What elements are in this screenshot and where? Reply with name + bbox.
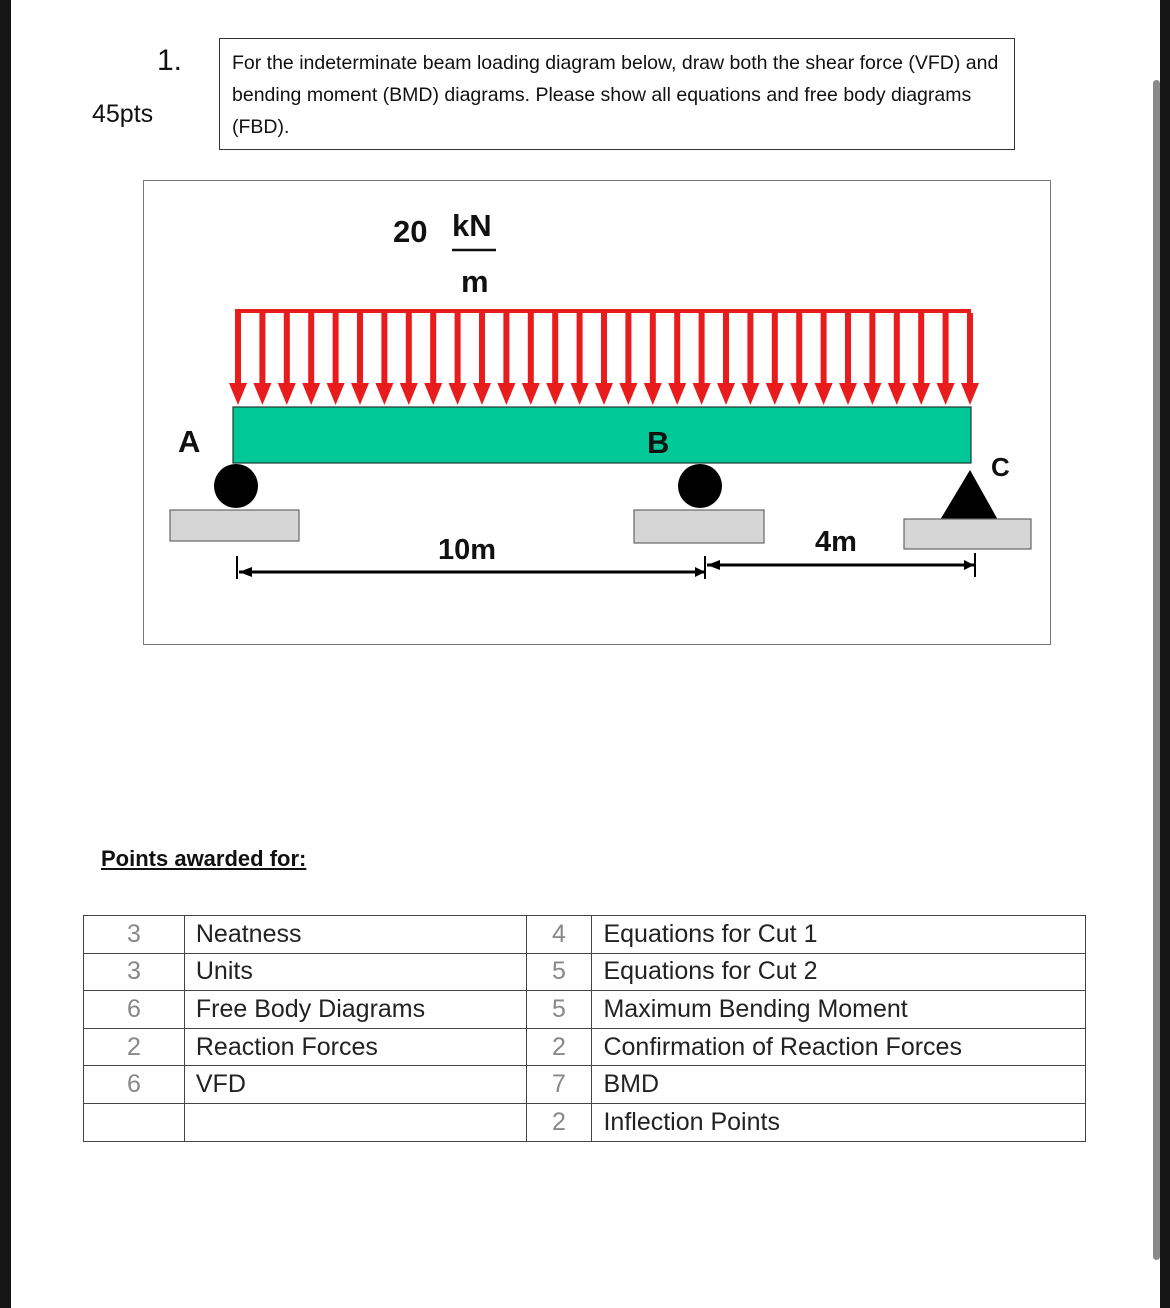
load-arrow-head <box>717 383 735 405</box>
load-arrow-shaft <box>943 313 949 384</box>
right-points-cell: 2 <box>526 1103 592 1141</box>
left-points-cell: 3 <box>84 916 185 954</box>
table-row <box>84 916 1086 954</box>
load-arrow-shaft <box>308 313 314 384</box>
support-base-c <box>904 519 1031 549</box>
roller-support-a <box>214 464 258 508</box>
left-window-edge <box>0 0 11 1308</box>
left-points-cell: 2 <box>84 1028 185 1066</box>
load-arrow-shaft <box>869 313 875 384</box>
load-arrow-head <box>668 383 686 405</box>
load-arrow-head <box>741 383 759 405</box>
load-arrow-shaft <box>455 313 461 384</box>
load-arrow-head <box>571 383 589 405</box>
left-points-cell <box>84 1103 185 1141</box>
point-a-label: A <box>178 424 201 459</box>
load-arrow-head <box>375 383 393 405</box>
load-arrow-head <box>863 383 881 405</box>
load-arrow-head <box>229 383 247 405</box>
load-arrow-shaft <box>796 313 802 384</box>
criteria-table <box>83 915 1086 1142</box>
load-arrow-shaft <box>357 313 363 384</box>
load-arrow-shaft <box>967 313 973 384</box>
load-arrow-shaft <box>650 313 656 384</box>
right-points-cell: 5 <box>526 991 592 1029</box>
load-arrow-head <box>302 383 320 405</box>
load-arrow-shaft <box>503 313 509 384</box>
beam <box>233 407 971 463</box>
scrollbar-thumb[interactable] <box>1153 80 1160 1260</box>
load-arrow-head <box>546 383 564 405</box>
beam-loading-diagram <box>143 180 1051 645</box>
right-criterion-cell: Inflection Points <box>592 1103 1086 1141</box>
load-arrow-head <box>351 383 369 405</box>
load-arrow-head <box>619 383 637 405</box>
table-row <box>84 1028 1086 1066</box>
load-arrow-head <box>400 383 418 405</box>
right-points-cell: 5 <box>526 953 592 991</box>
right-criterion-cell: Equations for Cut 1 <box>592 916 1086 954</box>
load-arrow-shaft <box>821 313 827 384</box>
load-arrow-shaft <box>723 313 729 384</box>
load-arrow-shaft <box>552 313 558 384</box>
left-criterion-cell <box>184 1103 526 1141</box>
load-arrow-head <box>449 383 467 405</box>
load-arrow-head <box>253 383 271 405</box>
load-arrow-shaft <box>528 313 534 384</box>
question-number: 1. <box>157 44 183 77</box>
load-arrow-head <box>790 383 808 405</box>
distributed-load <box>229 309 979 405</box>
load-arrow-head <box>888 383 906 405</box>
right-window-edge <box>1160 0 1170 1308</box>
load-arrow-shaft <box>577 313 583 384</box>
load-arrow-head <box>278 383 296 405</box>
load-arrow-shaft <box>918 313 924 384</box>
table-row <box>84 1103 1086 1141</box>
load-unit-denominator: m <box>461 264 489 299</box>
load-arrow-head <box>961 383 979 405</box>
load-arrow-shaft <box>259 313 265 384</box>
load-arrow-shaft <box>381 313 387 384</box>
left-points-cell: 6 <box>84 1066 185 1104</box>
table-row <box>84 953 1086 991</box>
left-points-cell: 3 <box>84 953 185 991</box>
support-base-a <box>170 510 299 541</box>
load-arrow-head <box>522 383 540 405</box>
load-arrow-shaft <box>894 313 900 384</box>
load-arrow-head <box>595 383 613 405</box>
load-arrow-head <box>693 383 711 405</box>
load-arrow-head <box>912 383 930 405</box>
load-top-bar <box>235 309 971 313</box>
load-arrows <box>229 313 979 405</box>
pin-support-c <box>940 470 998 520</box>
load-arrow-shaft <box>845 313 851 384</box>
load-arrow-head <box>839 383 857 405</box>
roller-support-b <box>678 464 722 508</box>
table-row <box>84 1066 1086 1104</box>
load-arrow-shaft <box>333 313 339 384</box>
load-arrow-shaft <box>699 313 705 384</box>
span-bc-label: 4m <box>815 526 857 558</box>
right-criterion-cell: BMD <box>592 1066 1086 1104</box>
load-arrow-head <box>424 383 442 405</box>
question-points: 45pts <box>92 100 154 128</box>
load-arrow-head <box>766 383 784 405</box>
load-arrow-shaft <box>479 313 485 384</box>
left-criterion-cell: Free Body Diagrams <box>184 991 526 1029</box>
right-criterion-cell: Maximum Bending Moment <box>592 991 1086 1029</box>
right-points-cell: 2 <box>526 1028 592 1066</box>
load-arrow-head <box>327 383 345 405</box>
left-criterion-cell: VFD <box>184 1066 526 1104</box>
table-row <box>84 991 1086 1029</box>
support-base-b <box>634 510 764 543</box>
left-criterion-cell: Reaction Forces <box>184 1028 526 1066</box>
load-arrow-head <box>937 383 955 405</box>
load-arrow-shaft <box>601 313 607 384</box>
span-ab-label: 10m <box>438 534 497 566</box>
left-points-cell: 6 <box>84 991 185 1029</box>
load-arrow-shaft <box>625 313 631 384</box>
point-b-label: B <box>647 425 670 460</box>
load-arrow-head <box>473 383 491 405</box>
right-points-cell: 7 <box>526 1066 592 1104</box>
load-arrow-shaft <box>674 313 680 384</box>
load-unit-numerator: kN <box>452 208 492 243</box>
question-prompt: For the indeterminate beam loading diagram below, draw both the shear force (VFD) and bending moment (BMD) diagrams. Please show all equations and free body diagrams (FBD). <box>219 38 1015 150</box>
load-arrow-head <box>644 383 662 405</box>
right-criterion-cell: Confirmation of Reaction Forces <box>592 1028 1086 1066</box>
beam-diagram-svg <box>144 181 1052 646</box>
load-arrow-shaft <box>772 313 778 384</box>
right-criterion-cell: Equations for Cut 2 <box>592 953 1086 991</box>
load-arrow-shaft <box>430 313 436 384</box>
right-points-cell: 4 <box>526 916 592 954</box>
left-criterion-cell: Units <box>184 953 526 991</box>
left-criterion-cell: Neatness <box>184 916 526 954</box>
point-c-label: C <box>991 452 1010 482</box>
load-value: 20 <box>393 214 428 249</box>
load-arrow-head <box>497 383 515 405</box>
points-awarded-title: Points awarded for: <box>101 846 307 871</box>
load-arrow-shaft <box>747 313 753 384</box>
load-arrow-head <box>815 383 833 405</box>
load-arrow-shaft <box>235 313 241 384</box>
load-arrow-shaft <box>284 313 290 384</box>
load-arrow-shaft <box>406 313 412 384</box>
